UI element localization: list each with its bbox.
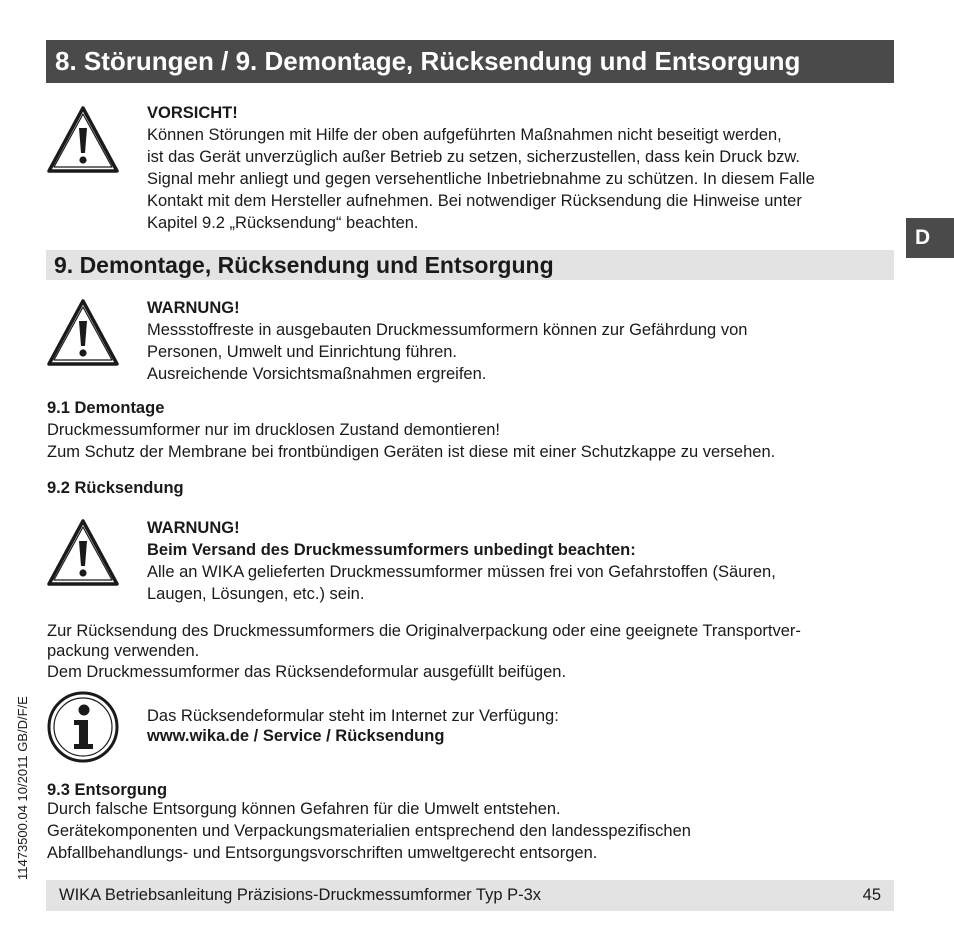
body-line: packung verwenden.: [47, 642, 200, 660]
page-title: 8. Störungen / 9. Demontage, Rücksendung und Entsorgung: [46, 40, 894, 83]
language-tab-d: D: [906, 218, 954, 258]
warning-triangle-icon: [46, 298, 120, 368]
body-line: Abfallbehandlungs- und Entsorgungsvorschriften umweltgerecht entsorgen.: [47, 844, 598, 862]
subsection-heading-ruecksendung: 9.2 Rücksendung: [47, 479, 184, 497]
body-line: Durch falsche Entsorgung können Gefahren für die Umwelt entstehen.: [47, 800, 561, 818]
page-number: 45: [862, 886, 881, 904]
footer-bar: [46, 880, 894, 911]
body-line: Gerätekomponenten und Verpackungsmaterialien entsprechend den landesspezifischen: [47, 822, 691, 840]
caution-line: Signal mehr anliegt und gegen versehentliche Inbetriebnahme zu schützen. In diesem Falle: [147, 170, 815, 188]
info-text: Das Rücksendeformular steht im Internet zur Verfügung:: [147, 707, 559, 725]
warning-heading: WARNUNG!: [147, 299, 240, 317]
warning-line: Personen, Umwelt und Einrichtung führen.: [147, 343, 458, 361]
section-heading: 9. Demontage, Rücksendung und Entsorgung: [46, 250, 894, 280]
document-code: 11473500.04 10/2011 GB/D/F/E: [15, 696, 30, 880]
warning-triangle-icon: [46, 518, 120, 588]
caution-line: Kapitel 9.2 „Rücksendung“ beachten.: [147, 214, 419, 232]
warning-bold-line: Beim Versand des Druckmessumformers unbedingt beachten:: [147, 541, 636, 559]
info-circle-icon: [46, 690, 120, 764]
body-line: Zur Rücksendung des Druckmessumformers die Originalverpackung oder eine geeignete Transportver-: [47, 622, 801, 640]
body-line: Dem Druckmessumformer das Rücksendeformular ausgefüllt beifügen.: [47, 663, 567, 681]
caution-heading: VORSICHT!: [147, 104, 238, 122]
warning-line: Ausreichende Vorsichtsmaßnahmen ergreifen.: [147, 365, 487, 383]
warning-heading: WARNUNG!: [147, 519, 240, 537]
subsection-heading-demontage: 9.1 Demontage: [47, 399, 165, 417]
warning-line: Alle an WIKA gelieferten Druckmessumformer müssen frei von Gefahrstoffen (Säuren,: [147, 563, 776, 581]
footer-text: WIKA Betriebsanleitung Präzisions-Druckmessumformer Typ P-3x: [59, 886, 542, 904]
caution-line: Kontakt mit dem Hersteller aufnehmen. Bei notwendiger Rücksendung die Hinweise unter: [147, 192, 802, 210]
warning-line: Messstoffreste in ausgebauten Druckmessumformern können zur Gefährdung von: [147, 321, 748, 339]
body-line: Druckmessumformer nur im drucklosen Zustand demontieren!: [47, 421, 501, 439]
caution-line: ist das Gerät unverzüglich außer Betrieb zu setzen, sicherzustellen, dass kein Druck bzw.: [147, 148, 800, 166]
warning-line: Laugen, Lösungen, etc.) sein.: [147, 585, 365, 603]
body-line: Zum Schutz der Membrane bei frontbündigen Geräten ist diese mit einer Schutzkappe zu versehen.: [47, 443, 776, 461]
subsection-heading-entsorgung: 9.3 Entsorgung: [47, 781, 168, 799]
info-link[interactable]: www.wika.de / Service / Rücksendung: [147, 727, 445, 745]
warning-triangle-icon: [46, 105, 120, 175]
caution-line: Können Störungen mit Hilfe der oben aufgeführten Maßnahmen nicht beseitigt werden,: [147, 126, 782, 144]
